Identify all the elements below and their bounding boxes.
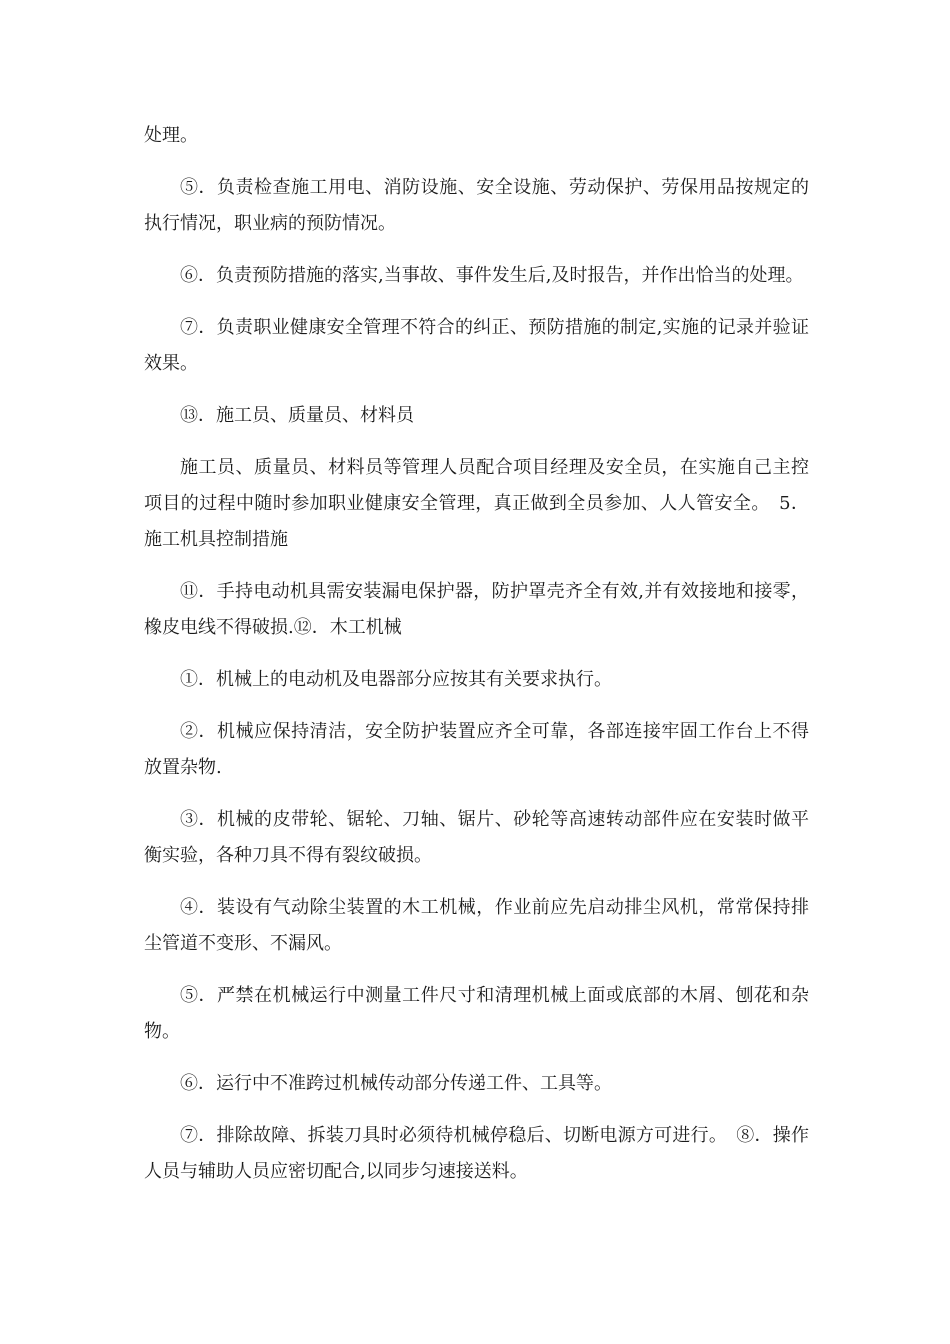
paragraph-machine-4: ④．装设有气动除尘装置的木工机械，作业前应先启动排尘风机，常常保持排尘管道不变形、不漏风。 (144, 897, 809, 954)
paragraph-machine-6: ⑥．运行中不准跨过机械传动部分传递工件、工具等。 (180, 1073, 612, 1094)
paragraph-machine-3: ③．机械的皮带轮、锯轮、刀轴、锯片、砂轮等高速转动部件应在安装时做平衡实验，各种刀具不得有裂纹破损。 (144, 809, 809, 866)
paragraph-machine-7-8: ⑦．排除故障、拆装刀具时必须待机械停稳后、切断电源方可进行。 ⑧．操作人员与辅助人员应密切配合,以同步匀速接送料。 (144, 1125, 809, 1182)
paragraph-item-7-correction: ⑦．负责职业健康安全管理不符合的纠正、预防措施的制定,实施的记录并验证效果。 (144, 317, 809, 374)
document-page (144, 118, 809, 1206)
paragraph-staff-duties: 施工员、质量员、材料员等管理人员配合项目经理及安全员，在实施自己主控项目的过程中随时参加职业健康安全管理，真正做到全员参加、人人管安全。 5．施工机具控制措施 (144, 457, 809, 550)
paragraph-machine-5: ⑤．严禁在机械运行中测量工件尺寸和清理机械上面或底部的木屑、刨花和杂物。 (144, 985, 809, 1042)
paragraph-continuation: 处理。 (144, 125, 198, 146)
paragraph-machine-2: ②．机械应保持清洁，安全防护装置应齐全可靠，各部连接牢固工作台上不得放置杂物. (144, 721, 809, 778)
paragraph-item-5-inspection: ⑤．负责检查施工用电、消防设施、安全设施、劳动保护、劳保用品按规定的执行情况，职业病的预防情况。 (144, 177, 809, 234)
paragraph-item-6-prevention: ⑥．负责预防措施的落实,当事故、事件发生后,及时报告，并作出恰当的处理。 (180, 265, 804, 286)
section-heading-staff: ⑬．施工员、质量员、材料员 (180, 405, 414, 426)
paragraph-machine-1: ①．机械上的电动机及电器部分应按其有关要求执行。 (180, 669, 612, 690)
paragraph-handheld-tools: ⑪．手持电动机具需安装漏电保护器，防护罩壳齐全有效,并有效接地和接零，橡皮电线不得破损.⑫．木工机械 (144, 581, 809, 638)
